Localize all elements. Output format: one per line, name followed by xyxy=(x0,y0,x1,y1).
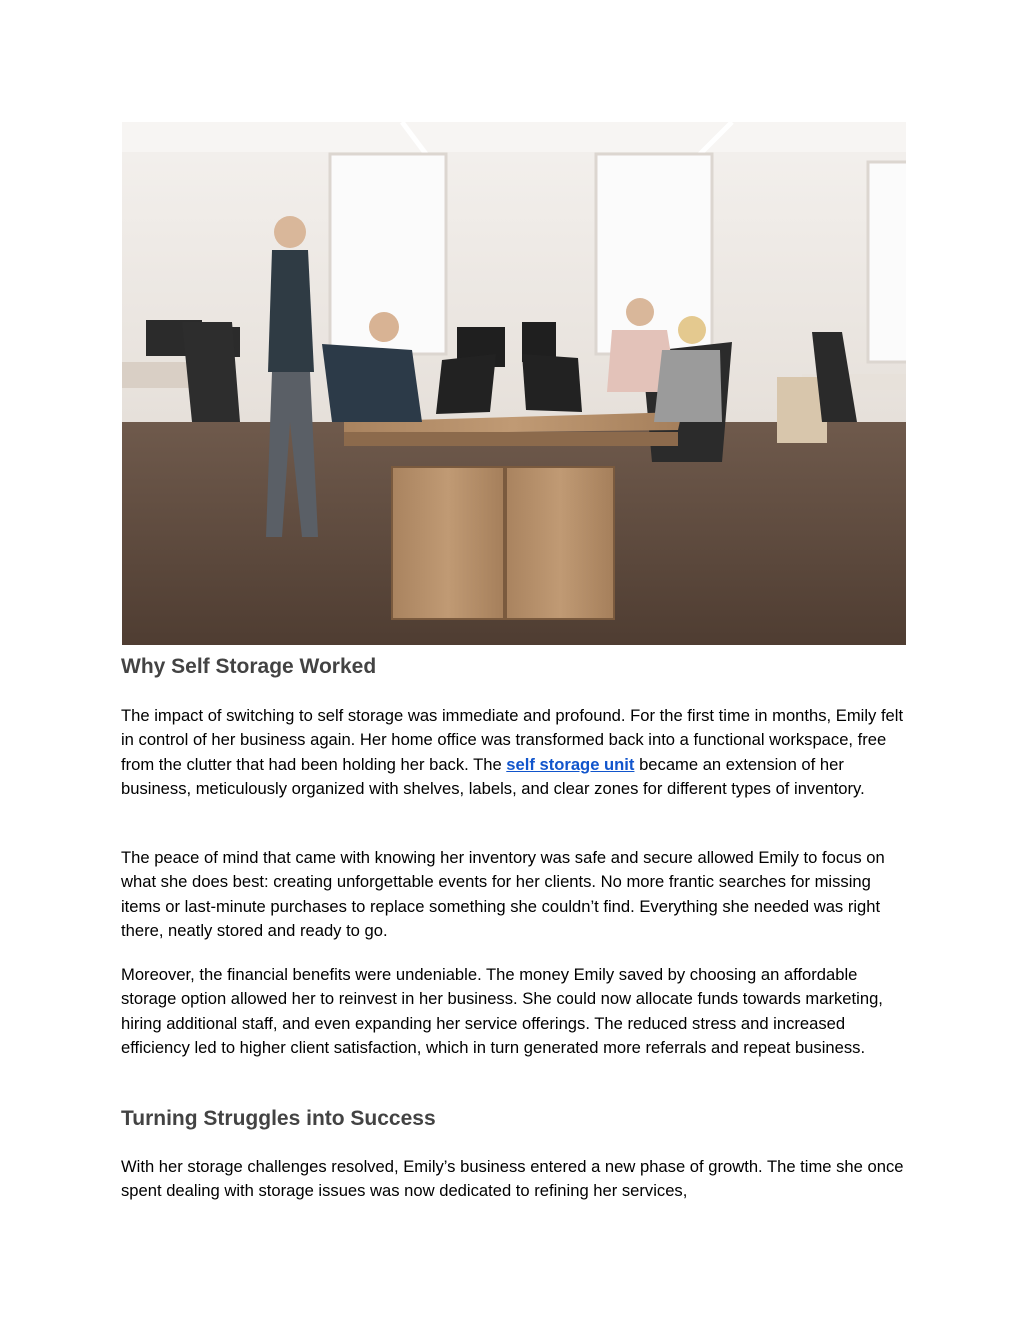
paragraph-growth: With her storage challenges resolved, Emily’s business entered a new phase of growth. The time she once spent dealing with storage issues was now dedicated to refining her services, xyxy=(121,1157,904,1201)
paragraph-impact-text-before: The impact of switching to self storage was immediate and profound. For the first time in months, Emily felt in control of her business again. Her home office was transformed back into a functional workspace, free from the clutter that had been holding her back. The xyxy=(121,706,904,774)
paragraph-impact-text-after: became an extension of her business, meticulously organized with shelves, labels, and clear zones for different types of inventory. xyxy=(121,754,865,799)
paragraph-financial-benefits: Moreover, the financial benefits were undeniable. The money Emily saved by choosing an affordable storage option allowed her to reinvest in her business. She could now allocate funds towards marketing, hiring additional staff, and even expanding her service offerings. The reduced stress and increased efficiency led to higher client satisfaction, which in turn generated more referrals and repeat business. xyxy=(121,965,883,1058)
paragraph-peace-of-mind: The peace of mind that came with knowing her inventory was safe and secure allowed Emily to focus on what she does best: creating unforgettable events for her clients. No more frantic searches for missing items or last-minute purchases to replace something she couldn’t find. Everything she needed was right there, neatly stored and ready to go. xyxy=(121,848,885,941)
section-heading-turning-struggles: Turning Struggles into Success xyxy=(121,1107,436,1130)
section-heading-why-self-storage-worked: Why Self Storage Worked xyxy=(121,655,377,678)
office-photo xyxy=(122,122,906,645)
self-storage-unit-link[interactable]: self storage unit xyxy=(506,754,635,774)
paragraph-impact xyxy=(121,704,911,802)
